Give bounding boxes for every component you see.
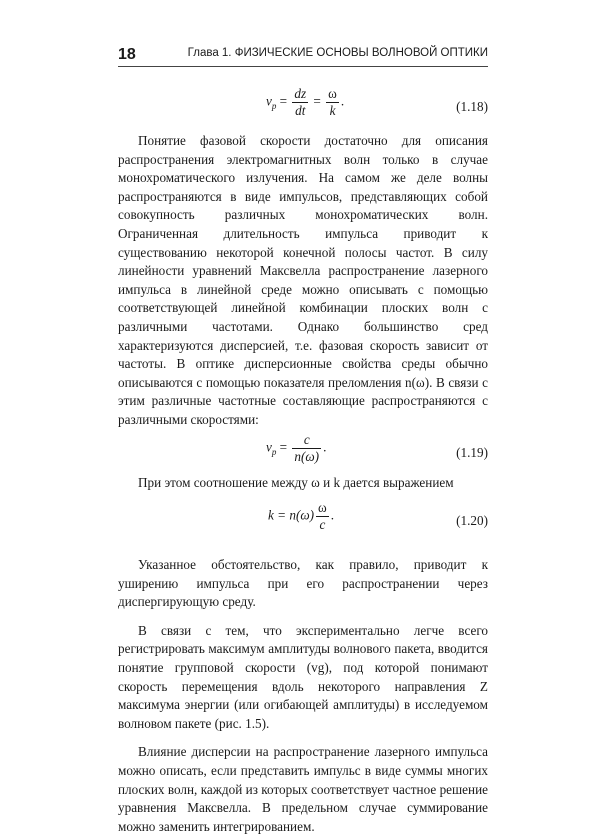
running-head: Глава 1. ФИЗИЧЕСКИЕ ОСНОВЫ ВОЛНОВОЙ ОПТИКИ — [187, 47, 488, 59]
eq119-eq1: = — [276, 439, 291, 455]
eq120-frac — [316, 500, 329, 533]
eq118-eq2: = — [310, 93, 325, 109]
equation-1-18-number: (1.18) — [456, 99, 488, 114]
eq118-frac1-num: dz — [294, 86, 307, 101]
page-number: 18 — [118, 46, 136, 63]
eq118-tail: . — [340, 93, 345, 109]
equation-1-20-number: (1.20) — [456, 513, 488, 529]
eq119-frac-num: c — [292, 432, 321, 449]
eq119-lhs: v — [266, 439, 272, 455]
eq119-tail: . — [323, 439, 327, 455]
equation-1-19 — [118, 432, 488, 472]
eq118-lhs: v — [266, 93, 272, 109]
equation-1-19-number: (1.19) — [456, 444, 488, 460]
eq118-sub: p — [271, 101, 277, 112]
eq119-sub: p — [271, 446, 277, 457]
eq118-frac2-num: ω — [328, 86, 337, 101]
paragraph-2: При этом соотношение между ω и k дается выражением — [138, 474, 454, 490]
eq120-tail: . — [330, 507, 335, 523]
equation-1-18-formula — [266, 86, 344, 119]
eq118-frac2-den: k — [329, 103, 336, 118]
eq118-frac1-den: dt — [295, 103, 306, 118]
equation-1-18 — [118, 86, 488, 128]
paragraph-5: Влияние дисперсии на распространение лазерного импульса можно описать, если представить импульс в виде суммы многих плоских волн, каждой из которых соответствует частное решение уравнения Максвелла. В предельном случае суммирование можно заменить интегрированием. — [118, 744, 488, 834]
eq118-frac2 — [326, 86, 339, 119]
eq118-frac1 — [292, 86, 308, 119]
eq120-frac-den: c — [319, 517, 326, 533]
equation-1-20-formula — [268, 500, 334, 533]
equation-1-19-formula — [266, 432, 326, 465]
page-body — [118, 86, 488, 836]
eq119-frac — [292, 432, 321, 465]
paragraph-1: Понятие фазовой скорости достаточно для описания распространения электромагнитных волн только в случае монохроматического излучения. На самом же деле волны распространяются в виде импульсов, представляющих собой совокупность различных монохроматических волн. Ограниченная длительность импульса приводит к существованию некоторой конечной полосы частот. В силу линейности уравнений Максвелла распространение лазерного импульса в линейной среде можно описывать с помощью соответствующей линейной комбинации плоских волн с различными частотами. Однако большинство сред характеризуются дисперсией, т.е. фазовая скорость зависит от частоты. В оптике дисперсионные свойства среды обычно описываются с помощью показателя преломления n(ω). В связи с этим различные частотные составляющие распространяются с различными скоростями: — [118, 133, 488, 427]
equation-1-20 — [118, 500, 488, 542]
eq119-frac-den: n(ω) — [294, 448, 320, 464]
eq120-lhs: k = n(ω) — [268, 507, 315, 523]
paragraph-4: В связи с тем, что экспериментально легче всего регистрировать максимум амплитуды волнового пакета, вводится понятие групповой скорости (vg), под которой понимают скорость перемещения вдоль некоторого направления Z максимума энергии (или огибающей амплитуды) в исследуемом волновом пакете (рис. 1.5). — [118, 622, 488, 731]
eq120-frac-num: ω — [318, 500, 327, 516]
eq118-eq1: = — [276, 93, 291, 109]
header-rule — [118, 66, 488, 67]
paragraph-3: Указанное обстоятельство, как правило, приводит к уширению импульса при его распространении через диспергирующую среду. — [118, 557, 488, 610]
